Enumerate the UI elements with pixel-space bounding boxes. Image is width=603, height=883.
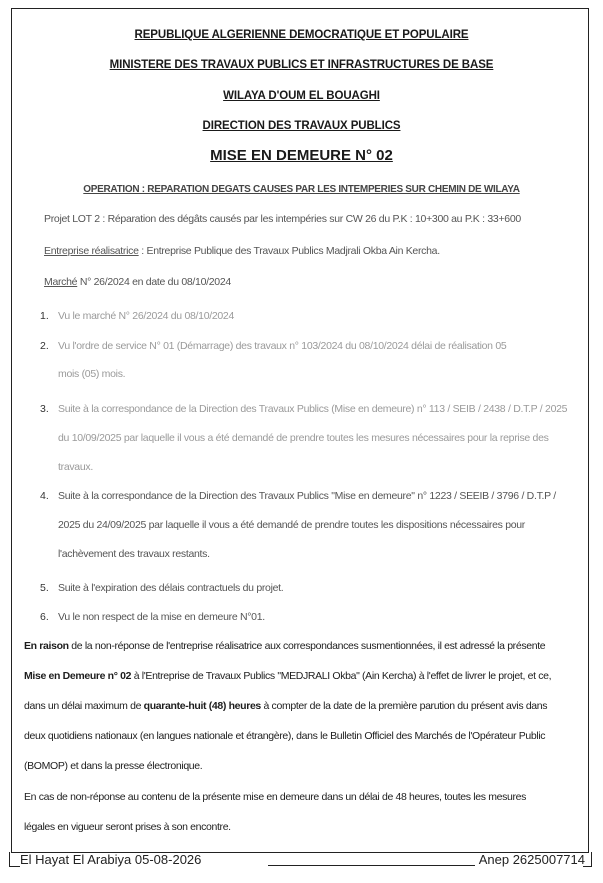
footer-rule [268,865,475,866]
body-paragraph-line [24,670,551,682]
enterprise-label: Entreprise réalisatrice [44,245,139,257]
footer [20,852,585,870]
body-text: à compter de la date de la première parution du présent avis dans [260,700,548,712]
list-item-text: Suite à la correspondance de la Direction des Travaux Publics "Mise en demeure" n° 1223 / SEEIB / 3796 / D.T.P / [58,490,556,502]
body-paragraph-line: En cas de non-réponse au contenu de la présente mise en demeure dans un délai de 48 heures, toutes les mesures [24,791,527,803]
body-text: dans un délai maximum de [24,700,144,712]
list-item-number: 6. [40,611,49,623]
marche-label: Marché [44,276,78,288]
list-item-number: 4. [40,490,49,502]
newspaper-credit: El Hayat El Arabiya 05-08-2026 [20,852,202,867]
enterprise-text: : Entreprise Publique des Travaux Publics Madjrali Okba Ain Kercha. [138,245,440,257]
emphasis-text: En raison [24,640,69,652]
header-republic: REPUBLIQUE ALGERIENNE DEMOCRATIQUE ET POPULAIRE [134,29,469,41]
body-paragraph-line [24,700,547,712]
header-direction: DIRECTION DES TRAVAUX PUBLICS [202,120,401,132]
body-paragraph-line: (BOMOP) et dans la presse électronique. [24,760,203,772]
list-item-text: 2025 du 24/09/2025 par laquelle il vous a été demandé de prendre toutes les dispositions nécessaires pour [58,519,526,531]
emphasis-text: quarante-huit (48) heures [143,700,261,712]
anep-reference: Anep 2625007714 [478,852,585,867]
list-item-number: 2. [40,340,49,352]
list-item-number: 3. [40,403,49,415]
header-wilaya: WILAYA D'OUM EL BOUAGHI [223,90,380,102]
list-item-text: Vu l'ordre de service N° 01 (Démarrage) des travaux n° 103/2024 du 08/10/2024 délai de réalisation 05 [58,340,507,352]
body-text: de la non-réponse de l'entreprise réalisatrice aux correspondances susmentionnées, il est adressé la présente [68,640,546,652]
operation-line: OPERATION : REPARATION DEGATS CAUSES PAR LES INTEMPERIES SUR CHEMIN DE WILAYA [83,184,520,195]
list-item-number: 5. [40,582,49,594]
project-line: Projet LOT 2 : Réparation des dégâts causés par les intempéries sur CW 26 du P.K : 10+300 au P.K : 33+600 [44,213,521,225]
document-frame [11,8,589,853]
list-item-text: du 10/09/2025 par laquelle il vous a été demandé de prendre toutes les mesures nécessaires pour la reprise des [58,432,549,444]
footer-corner-left [9,852,20,867]
list-item-text: l'achèvement des travaux restants. [58,548,210,560]
marche-text: N° 26/2024 en date du 08/10/2024 [77,276,231,288]
notice-title: MISE EN DEMEURE N° 02 [210,147,393,164]
emphasis-text: Mise en Demeure n° 02 [24,670,132,682]
header-ministry: MINISTERE DES TRAVAUX PUBLICS ET INFRASTRUCTURES DE BASE [109,59,494,71]
list-item-text: Suite à la correspondance de la Direction des Travaux Publics (Mise en demeure) n° 113 / SEIB / 2438 / D.T.P / 2025 [58,403,568,415]
body-paragraph-line [24,640,545,652]
list-item-number: 1. [40,310,49,322]
body-paragraph-line: légales en vigueur seront prises à son encontre. [24,821,231,833]
list-item-text: Vu le non respect de la mise en demeure N°01. [58,611,265,623]
list-item-text: mois (05) mois. [58,368,126,380]
list-item-text: Vu le marché N° 26/2024 du 08/10/2024 [58,310,235,322]
body-paragraph-line: deux quotidiens nationaux (en langues nationale et étrangère), dans le Bulletin Officiel des Marchés de l'Opérateur Public [24,730,546,742]
enterprise-line [44,245,440,257]
marche-line [44,276,231,288]
body-text: à l'Entreprise de Travaux Publics "MEDJRALI Okba" (Ain Kercha) à l'effet de livrer le projet, et ce, [131,670,552,682]
list-item-text: travaux. [58,461,93,473]
list-item-text: Suite à l'expiration des délais contractuels du projet. [58,582,284,594]
